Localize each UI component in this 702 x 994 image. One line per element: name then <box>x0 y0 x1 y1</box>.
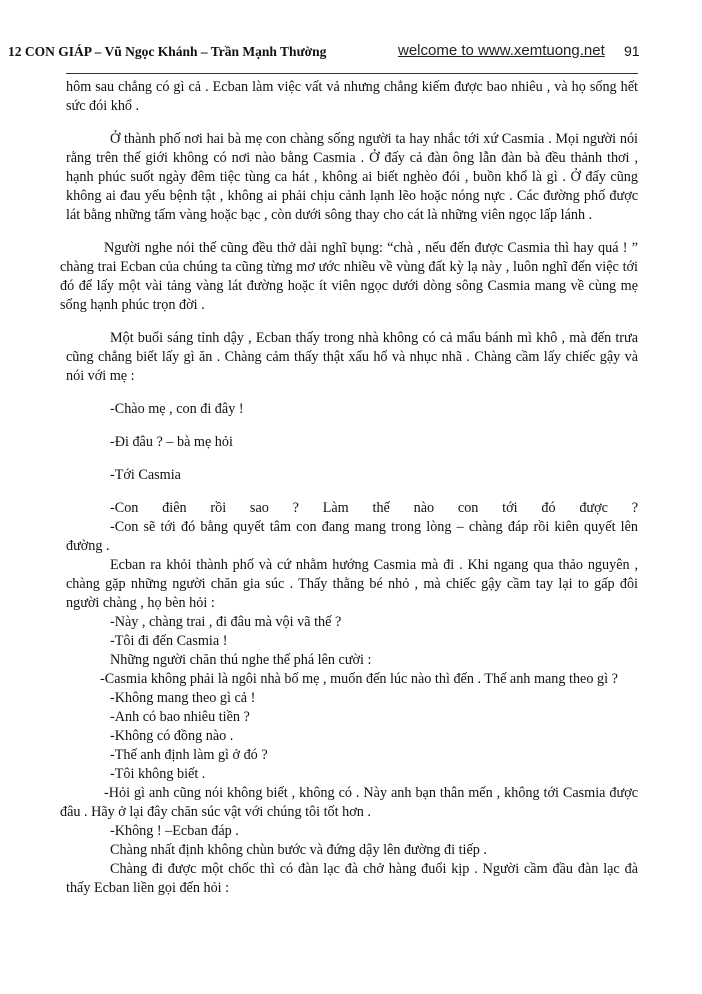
header-divider <box>66 73 638 74</box>
dialogue-line-11: -Thế anh định làm gì ở đó ? <box>110 747 268 763</box>
dialogue-line-1: -Đi đâu ? – bà mẹ hỏi <box>110 434 233 450</box>
paragraph-0: hôm sau chẳng có gì cả . Ecban làm việc vất vả nhưng chẳng kiếm được bao nhiêu , và họ sống hết sức đói khổ . <box>66 79 638 114</box>
dialogue-line-8: -Không mang theo gì cả ! <box>110 690 256 706</box>
dialogue-line-13: -Hỏi gì anh cũng nói không biết , không có . Này anh bạn thân mến , không tới Casmia được đâu . Hãy ở lại đây chăn súc vật với chúng tôi tốt hơn . <box>60 785 638 820</box>
dialogue-line-10: -Không có đồng nào . <box>110 728 234 744</box>
paragraph-1: Ở thành phố nơi hai bà mẹ con chàng sống người ta hay nhắc tới xứ Casmia . Mọi người nói rằng trên thế giới không có nơi nào bằng Casmia . Ở đấy cả đàn ông lẫn đàn bà đều thảnh thơi , hạnh phúc suốt ngày đêm tiệc tùng ca hát , không ai biết nghèo đói , buồn khổ là gì . Ở đấy cũng không ai đau yếu bệnh tật , không ai phải chịu cảnh lạnh lẽo hoặc nóng nực . Các đường phố được lát bằng những tấm vàng hoặc bạc , còn dưới sông thay cho cát là những viên ngọc lấp lánh . <box>66 131 638 223</box>
website-link[interactable]: welcome to www.xemtuong.net <box>398 42 605 59</box>
paragraph-6: Chàng nhất định không chùn bước và đứng dậy lên đường đi tiếp . <box>110 842 487 858</box>
page-body <box>60 78 638 898</box>
dialogue-line-0: -Chào mẹ , con đi đây ! <box>110 401 244 417</box>
paragraph-5: Những người chăn thú nghe thế phá lên cười : <box>110 652 372 668</box>
dialogue-line-12: -Tôi không biết . <box>110 766 206 782</box>
paragraph-4: Ecban ra khỏi thành phố và cứ nhằm hướng Casmia mà đi . Khi ngang qua thảo nguyên , chàng gặp những người chăn gia súc . Thấy thằng bé nhỏ , mà chiếc gậy cầm tay lại to gấp đôi người chàng , họ bèn hỏi : <box>66 557 638 611</box>
dialogue-line-7: -Casmia không phải là ngôi nhà bố mẹ , muốn đến lúc nào thì đến . Thế anh mang theo gì ? <box>100 671 618 687</box>
paragraph-3: Một buổi sáng tỉnh dậy , Ecban thấy trong nhà không có cả mẩu bánh mì khô , mà đến trưa cũng chẳng biết lấy gì ăn . Chàng cảm thấy thật xấu hổ và nhục nhã . Chàng cầm lấy chiếc gậy và nói với mẹ : <box>66 330 638 384</box>
dialogue-line-9: -Anh có bao nhiêu tiền ? <box>110 709 250 725</box>
paragraph-7: Chàng đi được một chốc thì có đàn lạc đà chở hàng đuổi kịp . Người cầm đầu đàn lạc đà thấy Ecban liền gọi đến hỏi : <box>66 861 638 896</box>
dialogue-line-6: -Tôi đi đến Casmia ! <box>110 633 228 649</box>
dialogue-line-14: -Không ! –Ecban đáp . <box>110 823 239 839</box>
dialogue-line-5: -Này , chàng trai , đi đâu mà vội vã thế ? <box>110 614 342 630</box>
book-title: 12 CON GIÁP – Vũ Ngọc Khánh – Trần Mạnh Thường <box>8 44 327 59</box>
dialogue-line-4: -Con sẽ tới đó bằng quyết tâm con đang mang trong lòng – chàng đáp rồi kiên quyết lên đường . <box>66 519 638 554</box>
paragraph-2: Người nghe nói thế cũng đều thở dài nghĩ bụng: “chà , nếu đến được Casmia thì hay quá ! ” chàng trai Ecban của chúng ta cũng từng mơ ước nhiều về vùng đất kỳ lạ này , luôn nghĩ đến việc tới đó để lấy một vài tảng vàng lát đường hoặc ít viên ngọc dưới dòng sông Casmia mang về cùng mẹ sống hạnh phúc trọn đời . <box>60 240 638 313</box>
dialogue-line-2: -Tới Casmia <box>110 467 181 483</box>
page-header <box>8 44 638 66</box>
page-number: 91 <box>624 43 640 59</box>
dialogue-line-3: -Con điên rồi sao ? Làm thế nào con tới đó được ? <box>110 500 638 516</box>
